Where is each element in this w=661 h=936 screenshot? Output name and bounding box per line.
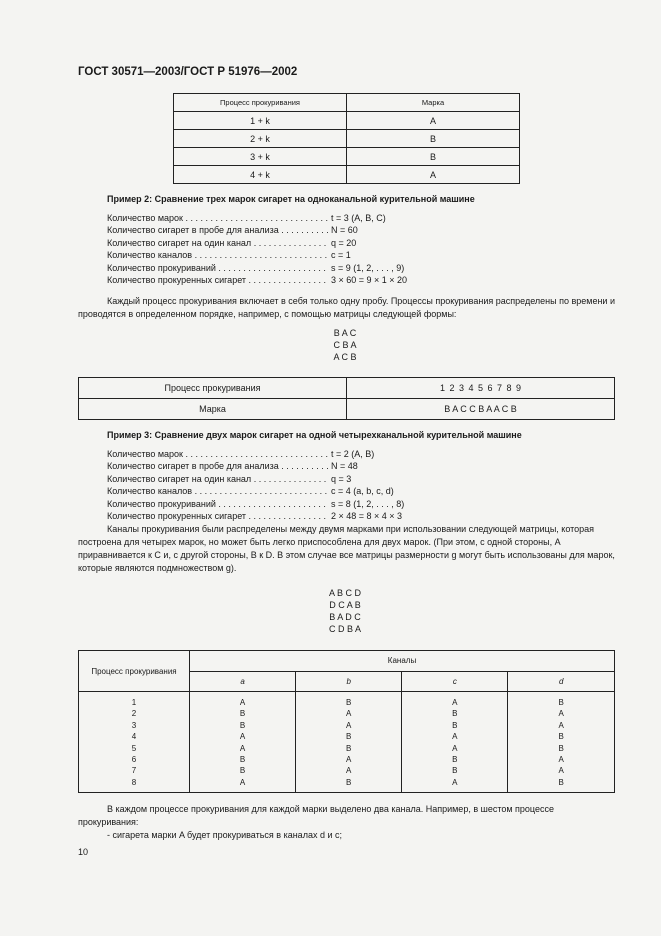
param-label: Количество прокуренных сигарет . . . xyxy=(107,274,329,286)
example-2-matrix xyxy=(300,327,390,363)
table-cell: A xyxy=(452,743,458,753)
example-2-parameters xyxy=(107,212,407,286)
table-cell: B xyxy=(239,709,246,719)
param-label: Количество марок . . . xyxy=(107,212,329,224)
table-cell: 3 + k xyxy=(174,148,347,166)
param-label: Количество сигарет в пробе для анализа . . . xyxy=(107,460,329,472)
list-item xyxy=(107,212,407,224)
param-value: c = 1 xyxy=(331,250,351,261)
table-cell: B xyxy=(239,720,246,730)
list-item xyxy=(107,224,407,236)
table-cell: B xyxy=(558,777,564,787)
table-row xyxy=(174,148,520,166)
param-label: Количество сигарет в пробе для анализа . . . xyxy=(107,224,329,236)
param-label: Количество каналов . . . xyxy=(107,485,329,497)
table-cell: A xyxy=(347,166,520,184)
table-column-cells xyxy=(296,692,402,793)
table-cell: 1 + k xyxy=(174,112,347,130)
table-cell: B xyxy=(452,766,458,776)
list-item xyxy=(107,249,407,261)
table-cell: 1 xyxy=(131,698,137,707)
list-item xyxy=(107,485,404,497)
table-cell: B xyxy=(347,130,520,148)
list-item xyxy=(107,510,404,522)
example-2-paragraph: Каждый процесс прокуривания включает в себя только одну пробу. Процессы прокуривания распределены по времени и проводятся в определенном порядке, например, с помощью матрицы следующей формы: xyxy=(78,296,615,319)
table-cell: B xyxy=(558,732,564,742)
example-2-title: Пример 2: Сравнение трех марок сигарет на одноканальной курительной машине xyxy=(107,194,475,204)
table-row xyxy=(79,399,615,420)
table-cell: A xyxy=(452,732,458,742)
table-cell: A xyxy=(558,720,564,730)
closing-bullet: - сигарета марки A будет прокуриваться в каналах d и c; xyxy=(107,830,342,840)
table-header-cell: Каналы xyxy=(190,651,615,672)
table-cell: 1 2 3 4 5 6 7 8 9 xyxy=(347,378,615,399)
table-cell: 7 xyxy=(131,766,137,776)
list-item xyxy=(107,448,404,460)
param-label: Количество прокуриваний . . . xyxy=(107,498,329,510)
list-item xyxy=(107,237,407,249)
table-header-cell: d xyxy=(508,671,615,692)
table-header-row xyxy=(79,651,615,672)
table-example-3 xyxy=(78,650,615,793)
list-item xyxy=(107,460,404,472)
table-cell: 5 xyxy=(131,743,137,753)
param-value: 2 × 48 = 8 × 4 × 3 xyxy=(331,511,403,522)
table-cell: B xyxy=(558,743,564,753)
table-cell: B xyxy=(558,698,564,707)
param-value: t = 2 (A, B) xyxy=(331,449,375,459)
matrix-row: B A C xyxy=(333,328,357,338)
table-header-cell: c xyxy=(402,671,508,692)
param-value: t = 3 (A, B, C) xyxy=(331,213,386,223)
table-cell: B xyxy=(452,720,458,730)
table-cell: B xyxy=(239,754,246,764)
matrix-row: C B A xyxy=(333,340,357,350)
table-header-cell: Процесс прокуривания xyxy=(174,94,347,112)
table-cell: B A C C B A A C B xyxy=(347,399,615,420)
table-cell: 8 xyxy=(131,777,137,787)
table-cell: B xyxy=(239,766,246,776)
table-cell: A xyxy=(558,754,564,764)
table-header-cell: Процесс прокуривания xyxy=(79,651,190,692)
example-3-paragraph: Каналы прокуривания были распределены между двумя марками при использовании следующей матрицы, которая построена для четырех марок, но может быть легко приспособлена для двух марок. (При этом, с одной стороны, A приравнивается к C и, с другой стороны, B к D. В этом случае все матрицы размерности g могут быть использованы для марок, которые являются подмножеством g). xyxy=(78,524,615,573)
table-body xyxy=(79,692,615,793)
table-cell: A xyxy=(239,777,246,787)
table-cell: Процесс прокуривания xyxy=(79,378,347,399)
table-cell: 2 xyxy=(131,709,137,719)
matrix-row: C D B A xyxy=(328,624,361,634)
matrix-row: D C A B xyxy=(329,600,361,610)
matrix-row: A C B xyxy=(333,352,357,362)
table-cell: B xyxy=(452,754,458,764)
table-cell: B xyxy=(452,709,458,719)
table-cell: A xyxy=(346,766,352,776)
table-cell: 2 + k xyxy=(174,130,347,148)
table-cell: A xyxy=(346,754,352,764)
param-value: c = 4 (a, b, c, d) xyxy=(331,486,394,497)
table-cell: Марка xyxy=(79,399,347,420)
list-item xyxy=(107,274,407,286)
table-cell: 4 + k xyxy=(174,166,347,184)
table-cell: B xyxy=(346,698,352,707)
table-cell: A xyxy=(346,709,352,719)
table-cell: A xyxy=(347,112,520,130)
table-cell: A xyxy=(558,709,564,719)
table-row xyxy=(174,166,520,184)
param-label: Количество прокуриваний . . . xyxy=(107,262,329,274)
table-example-2 xyxy=(78,377,615,420)
table-cell: B xyxy=(346,777,352,787)
table-smoking-brand xyxy=(173,93,520,184)
table-cell: A xyxy=(239,743,246,753)
matrix-row: B A D C xyxy=(329,612,361,622)
closing-paragraph: В каждом процессе прокуривания для каждой марки выделено два канала. Например, в шестом процессе прокуривания: xyxy=(78,804,554,827)
list-item xyxy=(107,498,404,510)
param-label: Количество прокуренных сигарет . . . xyxy=(107,510,329,522)
param-value: s = 9 (1, 2, . . . , 9) xyxy=(331,262,405,273)
table-column-cells xyxy=(190,692,296,793)
table-cell: A xyxy=(452,698,458,707)
table-header-cell: Марка xyxy=(347,94,520,112)
table-cell: A xyxy=(558,766,564,776)
page-number: 10 xyxy=(78,847,89,857)
param-value: q = 20 xyxy=(331,237,357,248)
table-column-cells xyxy=(79,692,190,793)
list-item xyxy=(107,473,404,485)
page-header: ГОСТ 30571—2003/ГОСТ Р 51976—2002 xyxy=(78,66,298,78)
param-value: 3 × 60 = 9 × 1 × 20 xyxy=(331,275,408,286)
list-item xyxy=(107,262,407,274)
matrix-row: A B C D xyxy=(328,588,361,598)
table-cell: A xyxy=(239,732,246,742)
table-cell: 6 xyxy=(131,754,137,764)
example-3-matrix xyxy=(300,587,390,635)
table-cell: B xyxy=(347,148,520,166)
table-cell: B xyxy=(346,743,352,753)
param-value: q = 3 xyxy=(331,473,352,484)
table-column-cells xyxy=(402,692,508,793)
table-column-cells xyxy=(508,692,615,793)
param-value: N = 48 xyxy=(331,461,358,472)
example-3-title: Пример 3: Сравнение двух марок сигарет на одной четырехканальной курительной машине xyxy=(107,430,522,440)
table-row xyxy=(79,378,615,399)
example-3-parameters xyxy=(107,448,404,522)
table-row xyxy=(174,130,520,148)
table-row xyxy=(174,112,520,130)
table-cell: A xyxy=(452,777,458,787)
param-label: Количество марок . . . xyxy=(107,448,329,460)
param-label: Количество сигарет на один канал . . . xyxy=(107,473,329,485)
table-cell: 4 xyxy=(131,732,137,742)
param-label: Количество сигарет на один канал . . . xyxy=(107,237,329,249)
param-label: Количество каналов . . . xyxy=(107,249,329,261)
table-cell: B xyxy=(346,732,352,742)
table-cell: A xyxy=(239,698,246,707)
table-cell: 3 xyxy=(131,720,137,730)
table-cell: A xyxy=(346,720,352,730)
param-value: N = 60 xyxy=(331,225,358,236)
table-header-cell: b xyxy=(296,671,402,692)
table-header-cell: a xyxy=(190,671,296,692)
param-value: s = 8 (1, 2, . . . , 8) xyxy=(331,498,405,509)
